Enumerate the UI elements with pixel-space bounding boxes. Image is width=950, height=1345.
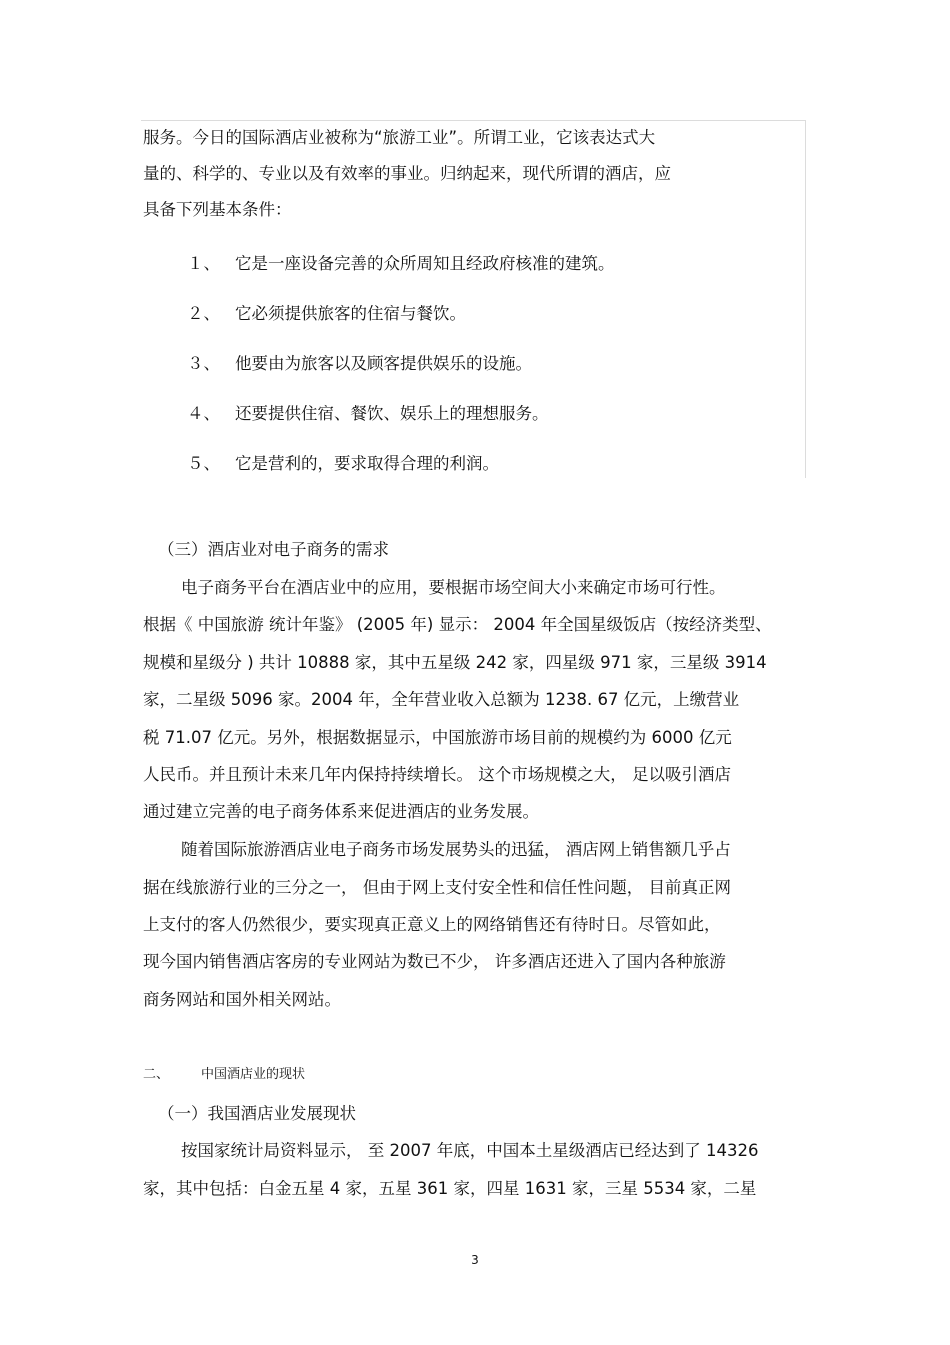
chapter-number: 二、 [143, 1067, 170, 1082]
item-text: 他要由为旅客以及顾客提供娱乐的设施。 [235, 354, 532, 373]
paragraph-line: 家，二星级 5096 家。2004 年，全年营业收入总额为 1238. 67 亿元，上缴营业 [143, 690, 740, 709]
paragraph-line: 电子商务平台在酒店业中的应用，要根据市场空间大小来确定市场可行性。 [181, 578, 726, 597]
condition-item [187, 300, 466, 324]
condition-item [187, 250, 615, 274]
box-text-line: 量的、科学的、专业以及有效率的事业。归纳起来，现代所谓的酒店，应 [143, 164, 671, 183]
subsection-heading: （一）我国酒店业发展现状 [158, 1104, 356, 1123]
box-text-line: 具备下列基本条件： [143, 200, 292, 219]
condition-item [187, 400, 549, 424]
item-number: １、 [187, 254, 220, 273]
item-number: ２、 [187, 304, 220, 323]
paragraph-line: 税 71.07 亿元。另外，根据数据显示，中国旅游市场目前的规模约为 6000 亿元 [143, 728, 732, 747]
condition-item [187, 450, 499, 474]
paragraph-line: 家，其中包括：白金五星 4 家，五星 361 家，四星 1631 家，三星 5534 家，二星 [143, 1179, 757, 1198]
paragraph-line: 上支付的客人仍然很少，要实现真正意义上的网络销售还有待时日。尽管如此， [143, 915, 721, 934]
condition-item [187, 350, 532, 374]
paragraph-line: 规模和星级分 ) 共计 10888 家，其中五星级 242 家，四星级 971 家，三星级 3914 [143, 653, 767, 672]
page-number: 3 [471, 1253, 479, 1267]
paragraph-line: 根据《 中国旅游 统计年鉴》 (2005 年) 显示： 2004 年全国星级饭店（按经济类型、 [143, 615, 772, 634]
item-number: ５、 [187, 454, 220, 473]
item-text: 它是一座设备完善的众所周知且经政府核准的建筑。 [235, 254, 615, 273]
box-text-line: 服务。今日的国际酒店业被称为“旅游工业”。所谓工业，它该表达式大 [143, 128, 656, 147]
section-heading: （三）酒店业对电子商务的需求 [158, 540, 389, 559]
item-number: ３、 [187, 354, 220, 373]
paragraph-line: 人民币。并且预计未来几年内保持持续增长。 这个市场规模之大， 足以吸引酒店 [143, 765, 731, 784]
chapter-title: 中国酒店业的现状 [201, 1067, 306, 1082]
item-number: ４、 [187, 404, 220, 423]
paragraph-line: 按国家统计局资料显示， 至 2007 年底，中国本土星级酒店已经达到了 14326 [181, 1141, 759, 1160]
paragraph-line: 据在线旅游行业的三分之一， 但由于网上支付安全性和信任性问题， 目前真正网 [143, 878, 731, 897]
paragraph-line: 通过建立完善的电子商务体系来促进酒店的业务发展。 [143, 802, 539, 821]
item-text: 它是营利的，要求取得合理的利润。 [235, 454, 499, 473]
paragraph-line: 随着国际旅游酒店业电子商务市场发展势头的迅猛， 酒店网上销售额几乎占 [181, 840, 731, 859]
paragraph-line: 商务网站和国外相关网站。 [143, 990, 341, 1009]
item-text: 还要提供住宿、餐饮、娱乐上的理想服务。 [235, 404, 549, 423]
item-text: 它必须提供旅客的住宿与餐饮。 [235, 304, 466, 323]
paragraph-line: 现今国内销售酒店客房的专业网站为数已不少， 许多酒店还进入了国内各种旅游 [143, 952, 726, 971]
